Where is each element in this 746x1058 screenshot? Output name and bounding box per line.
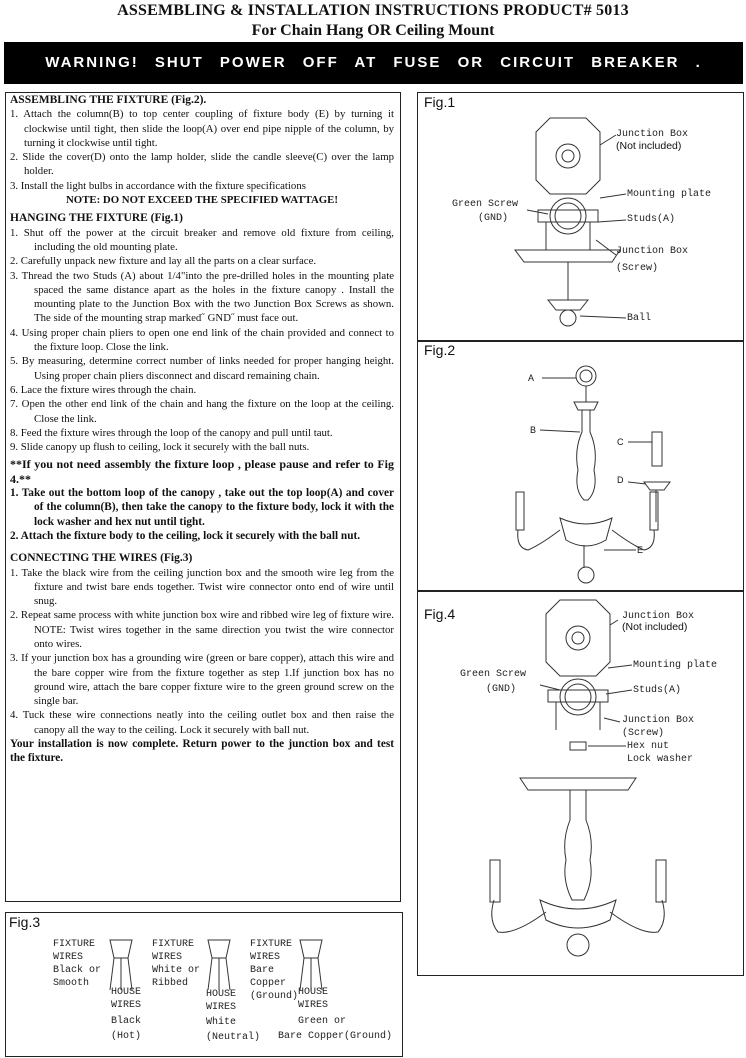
- wires-step-3: 3. If your junction box has a grounding wire (green or bare copper), attach this wire and the bare copper wire from the fixture together as step 1.If junction box has no ground wire, attach the bare copper fixture wire to the green ground screw on the single bar.: [10, 652, 394, 708]
- assembling-heading: ASSEMBLING THE FIXTURE (Fig.2).: [10, 94, 207, 106]
- fig2-drawing: [516, 366, 670, 583]
- hanging-step-9: 9. Slide canopy up flush to ceiling, lock it securely with the ball nuts.: [10, 441, 310, 454]
- hanging-heading: HANGING THE FIXTURE (Fig.1): [10, 212, 183, 225]
- fig3-group3-fixture: FIXTURE WIRES Bare Copper (Ground): [250, 939, 299, 1002]
- wires-step-4: 4. Tuck these wire connections neatly into the ceiling outlet box and then raise the canopy all the way to the ceiling. Lock it securely with ball nut.: [10, 709, 394, 736]
- warning-banner: WARNING! SHUT POWER OFF AT FUSE OR CIRCUIT BREAKER .: [4, 42, 743, 84]
- ceiling-intro: **If you not need assembly the fixture loop , please pause and refer to Fig 4.**: [10, 457, 394, 486]
- hanging-step-3: 3. Thread the two Studs (A) about 1/4"into the pre-drilled holes in the mounting plate spaced the same distance apart as the holes in the fixture canopy . Install the mounting plate to the Junction Box with the two Junction Box Screws as shown. The side of the mounting strap marked˝ GND˝ must face out.: [10, 269, 394, 325]
- fig1-junction-box: Junction Box: [616, 129, 689, 140]
- fig1-drawing: [515, 118, 626, 326]
- fig1-gnd: (GND): [478, 213, 509, 224]
- hanging-step-6: 6. Lace the fixture wires through the chain.: [10, 383, 197, 396]
- fig1-not-included: (Not included): [616, 140, 682, 152]
- fig2-label-c: C: [617, 437, 624, 447]
- assembling-step-1: 1. Attach the column(B) to top center coupling of fixture body (E) by turning it clockwise until tight, then slide the loop(A) over end pipe nipple of the column, by turning it clockwise until tight.: [10, 108, 394, 149]
- fig2-label: Fig.2: [424, 342, 456, 358]
- fig4-green-screw: Green Screw: [460, 669, 527, 680]
- fig3-group2-fixture: FIXTURE WIRES White or Ribbed: [152, 939, 201, 989]
- fig1-studs: Studs(A): [627, 214, 676, 225]
- fig1-ball: Ball: [627, 313, 652, 324]
- fig4-hex-nut: Hex nut: [627, 741, 670, 752]
- fig1-mounting-plate: Mounting plate: [627, 189, 712, 200]
- fig4-label: Fig.4: [424, 606, 456, 622]
- assembling-step-2: 2. Slide the cover(D) onto the lamp holder, slide the candle sleeve(C) over the lamp holder.: [10, 151, 394, 178]
- wires-step-1: 1. Take the black wire from the ceiling junction box and the smooth wire leg from the fixture and twist bare ends together. Twist wire connector onto end of wire until snug.: [10, 566, 394, 608]
- fig1-junction-box-2: Junction Box: [616, 246, 689, 257]
- document-subtitle: For Chain Hang OR Ceiling Mount: [251, 22, 495, 39]
- fig4-screw: (Screw): [622, 728, 665, 739]
- wattage-note: NOTE: DO NOT EXCEED THE SPECIFIED WATTAGE!: [66, 194, 338, 207]
- ceiling-step-2: 2. Attach the fixture body to the ceiling, lock it securely with the ball nut.: [10, 529, 361, 542]
- wires-heading: CONNECTING THE WIRES (Fig.3): [10, 552, 193, 565]
- fig2-label-b: B: [530, 425, 537, 435]
- fig4-junction-box: Junction Box: [622, 611, 695, 622]
- fig3-label: Fig.3: [9, 914, 41, 930]
- installation-complete: Your installation is now complete. Return power to the junction box and test the fixture.: [10, 738, 394, 765]
- fig3-group1-house: HOUSE WIRES Black (Hot): [111, 987, 142, 1042]
- fig2-label-a: A: [528, 373, 535, 383]
- fig3-group2-house: HOUSE WIRES White (Neutral): [206, 989, 261, 1043]
- fig2-label-d: D: [617, 475, 624, 485]
- hanging-step-5: 5. By measuring, determine correct number of links needed for proper hanging height. Using proper chain pliers disconnect and discard remaining chain.: [10, 355, 394, 382]
- document-title: ASSEMBLING & INSTALLATION INSTRUCTIONS PRODUCT# 5013: [117, 2, 629, 19]
- fig2-label-e: E: [637, 545, 644, 555]
- fig1-green-screw: Green Screw: [452, 199, 519, 210]
- fig4-lock-washer: Lock washer: [627, 754, 694, 765]
- hanging-step-7: 7. Open the other end link of the chain and hang the fixture on the loop at the ceiling. Close the link.: [10, 398, 394, 425]
- hanging-step-4: 4. Using proper chain pliers to open one end link of the chain provided and connect to the fixture loop. Close the link.: [10, 326, 394, 354]
- fig3-group3-house: HOUSE WIRES Green or Bare Copper(Ground): [278, 987, 393, 1042]
- hanging-step-2: 2. Carefully unpack new fixture and lay all the parts on a clear surface.: [10, 255, 317, 268]
- fig1-label: Fig.1: [424, 94, 456, 110]
- fig4-junction-box-2: Junction Box: [622, 715, 695, 726]
- wires-step-2: 2. Repeat same process with white junction box wire and ribbed wire leg of fixture wire. NOTE: Twist wires together in the same direction you twist the wire connector onto wires.: [10, 609, 394, 650]
- fig4-not-included: (Not included): [622, 621, 688, 633]
- fig3-group1-fixture: FIXTURE WIRES Black or Smooth: [53, 939, 102, 989]
- assembling-step-3: 3. Install the light bulbs in accordance with the fixture specifications: [10, 179, 306, 192]
- fig4-drawing: [490, 600, 666, 956]
- hanging-step-8: 8. Feed the fixture wires through the loop of the canopy and pull until taut.: [10, 426, 333, 439]
- fig4-gnd: (GND): [486, 684, 517, 695]
- fig1-screw: (Screw): [616, 263, 659, 274]
- fig4-mounting-plate: Mounting plate: [633, 660, 718, 671]
- hanging-step-1: 1. Shut off the power at the circuit breaker and remove old fixture from ceiling, including the old mounting plate.: [10, 226, 394, 253]
- fig4-studs: Studs(A): [633, 685, 682, 696]
- ceiling-step-1: 1. Take out the bottom loop of the canopy , take out the top loop(A) and cover of the column(B), then take the canopy to the fixture body, lock it with the lock washer and hex nut until tight.: [10, 487, 394, 528]
